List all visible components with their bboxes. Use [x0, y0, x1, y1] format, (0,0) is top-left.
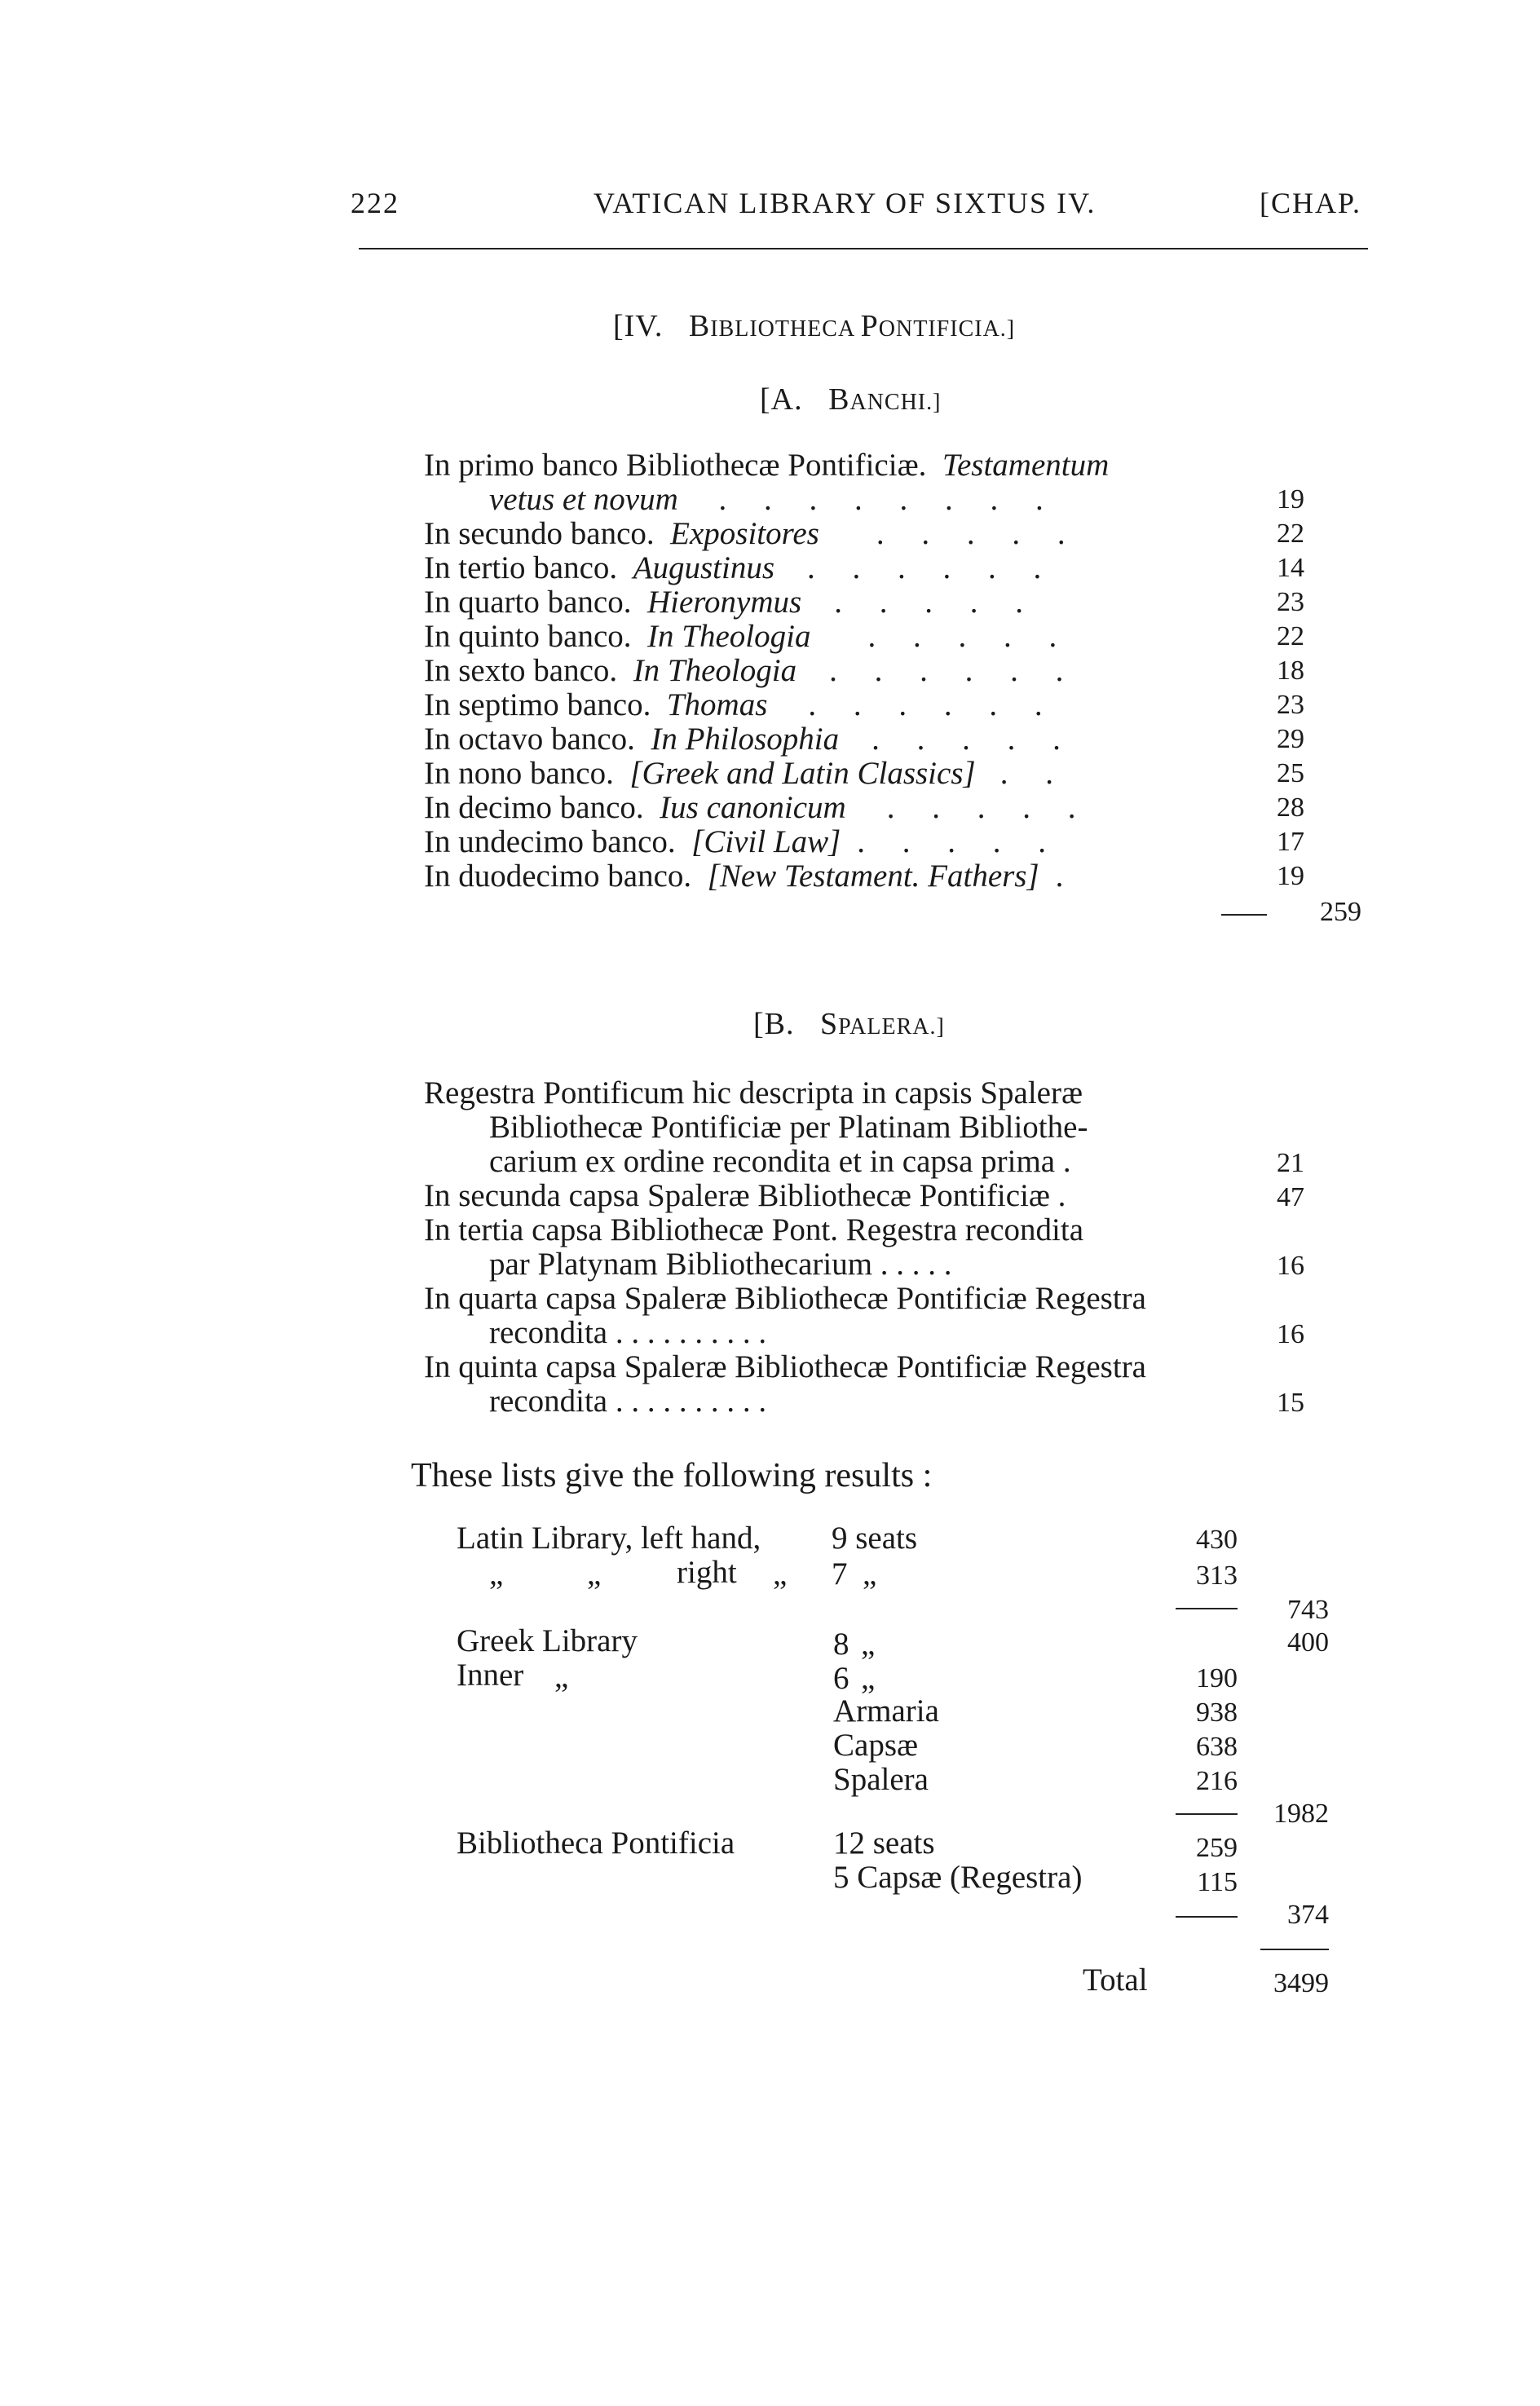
banchi-cap: B — [828, 382, 850, 417]
banchi-label: In secundo banco. — [424, 516, 655, 551]
section-iv-cap2: P — [860, 309, 879, 343]
total-label: Total — [1083, 1962, 1148, 1998]
pont-capsae-value: 115 — [1197, 1867, 1238, 1897]
banchi-count: 28 — [1277, 792, 1304, 823]
banchi-letter: [A. — [760, 382, 803, 417]
spalera-line: recondita . . . . . . . . . . — [489, 1315, 767, 1350]
leader-dots: . . . . . . — [829, 653, 1079, 688]
armaria-value: 938 — [1196, 1697, 1238, 1728]
banchi-title: [Greek and Latin Classics] — [629, 756, 976, 791]
ditto-mark: „ — [587, 1556, 602, 1591]
banchi-heading — [760, 382, 941, 417]
section-iv-rest2: ONTIFICIA.] — [878, 316, 1016, 342]
page-number: 222 — [351, 187, 399, 219]
pont-seats: 12 seats — [833, 1825, 935, 1861]
banchi-rest: ANCHI.] — [849, 390, 942, 415]
banchi-row-2 — [424, 515, 1080, 552]
banchi-title: Testamentum — [942, 448, 1110, 483]
banchi-title: Thomas — [666, 687, 768, 722]
leader-dots: . . . . . — [886, 790, 1091, 825]
spalera-value: 216 — [1196, 1766, 1238, 1796]
spalera-line: Bibliothecæ Pontificiæ per Platinam Bibliothe- — [489, 1110, 1088, 1145]
leader-dots: . . — [999, 756, 1068, 791]
ditto-mark: „ — [773, 1556, 788, 1591]
latin-right-seats: 7 — [832, 1556, 848, 1591]
sum-rule — [1221, 914, 1267, 916]
banchi-row-6 — [424, 652, 1078, 689]
capsae-label: Capsæ — [833, 1728, 919, 1763]
section-iv-number: [IV. — [613, 309, 664, 343]
spalera-count: 16 — [1277, 1319, 1304, 1349]
banchi-title: Expositores — [670, 516, 819, 551]
spalera-line: recondita . . . . . . . . . . — [489, 1384, 767, 1419]
greek-total: 400 — [1287, 1627, 1329, 1658]
leader-dots: . . . . . . — [808, 687, 1057, 722]
leader-dots: . . . . . — [871, 722, 1075, 757]
banchi-title: vetus et novum — [489, 482, 678, 517]
banchi-row-3 — [424, 550, 1056, 586]
latin-left-seats: 9 seats — [832, 1521, 918, 1556]
leader-dots: . . . . . . . . — [718, 482, 1058, 517]
sum-rule — [1176, 1608, 1238, 1609]
banchi-label: In nono banco. — [424, 756, 614, 791]
spalera-heading — [753, 1006, 945, 1042]
inner-label: Inner — [457, 1658, 524, 1693]
latin-left-value: 430 — [1196, 1525, 1238, 1555]
spalera-label: Spalera — [833, 1762, 929, 1797]
header-rule — [359, 248, 1368, 249]
banchi-title: Ius canonicum — [660, 790, 846, 825]
greek-seats: 8 — [833, 1627, 849, 1662]
leader-dots: . . . . . — [857, 824, 1061, 859]
spalera-count: 16 — [1277, 1251, 1304, 1281]
banchi-total: 259 — [1320, 897, 1361, 927]
ditto-mark: „ — [863, 1556, 877, 1591]
banchi-title: In Theologia — [647, 619, 811, 654]
banchi-count: 23 — [1277, 587, 1304, 617]
spalera-rest: PALERA.] — [838, 1014, 945, 1040]
ditto-mark: „ — [861, 1627, 876, 1662]
pont-label: Bibliotheca Pontificia — [457, 1825, 735, 1861]
banchi-label: In primo banco Bibliothecæ Pontificiæ. — [424, 448, 927, 483]
banchi-label: In quarto banco. — [424, 585, 632, 620]
spalera-count: 21 — [1277, 1148, 1304, 1178]
pont-seats-value: 259 — [1196, 1833, 1238, 1863]
inner-total: 1982 — [1273, 1799, 1329, 1829]
banchi-row-0 — [424, 447, 1109, 483]
banchi-row-10 — [424, 789, 1090, 826]
ditto-mark: „ — [489, 1556, 504, 1591]
banchi-row-7 — [424, 686, 1057, 723]
banchi-count: 29 — [1277, 724, 1304, 754]
ditto-mark: „ — [554, 1659, 569, 1694]
banchi-label: In octavo banco. — [424, 722, 635, 757]
banchi-count: 14 — [1277, 553, 1304, 583]
banchi-count: 22 — [1277, 621, 1304, 651]
spalera-line: carium ex ordine recondita et in capsa prima . — [489, 1144, 1071, 1179]
latin-right-value: 313 — [1196, 1561, 1238, 1591]
banchi-count: 23 — [1277, 690, 1304, 720]
banchi-row-5 — [424, 618, 1071, 655]
banchi-title: Hieronymus — [647, 585, 802, 620]
leader-dots: . . . . . . — [807, 550, 1057, 585]
banchi-row-1 — [489, 481, 1058, 518]
leader-dots: . . . . . — [867, 619, 1072, 654]
banchi-row-12 — [424, 858, 1078, 894]
banchi-label: In quinto banco. — [424, 619, 632, 654]
banchi-row-4 — [424, 584, 1038, 620]
banchi-row-11 — [424, 823, 1061, 860]
banchi-label: In undecimo banco. — [424, 824, 676, 859]
banchi-title: In Theologia — [633, 653, 797, 688]
banchi-count: 25 — [1277, 758, 1304, 788]
banchi-row-9 — [424, 755, 1068, 792]
leader-dots: . . . . . — [834, 585, 1038, 620]
running-title: VATICAN LIBRARY OF SIXTUS IV. — [593, 187, 1097, 219]
sum-rule — [1176, 1916, 1238, 1918]
banchi-count: 18 — [1277, 656, 1304, 686]
sum-rule — [1176, 1813, 1238, 1815]
greek-label: Greek Library — [457, 1623, 638, 1658]
banchi-count: 19 — [1277, 484, 1304, 514]
spalera-line: par Platynam Bibliothecarium . . . . . — [489, 1247, 952, 1282]
spalera-line: In quarta capsa Spaleræ Bibliothecæ Pontificiæ Regestra — [424, 1281, 1146, 1316]
leader-dots: . . . . . — [876, 516, 1080, 551]
ditto-mark: „ — [861, 1661, 876, 1696]
banchi-label: In sexto banco. — [424, 653, 618, 688]
armaria-label: Armaria — [833, 1693, 939, 1728]
right-label: right — [677, 1555, 737, 1590]
banchi-label: In decimo banco. — [424, 790, 644, 825]
total-rule — [1260, 1949, 1329, 1950]
section-iv-rest1: IBLIOTHECA — [710, 316, 861, 342]
summary-intro: These lists give the following results : — [411, 1457, 933, 1494]
spalera-count: 15 — [1277, 1388, 1304, 1418]
banchi-count: 19 — [1277, 861, 1304, 891]
banchi-count: 22 — [1277, 519, 1304, 549]
spalera-count: 47 — [1277, 1182, 1304, 1212]
banchi-label: In duodecimo banco. — [424, 859, 692, 894]
spalera-line: Regestra Pontificum hic descripta in capsis Spaleræ — [424, 1075, 1083, 1110]
latin-label: Latin Library, left hand, — [457, 1521, 761, 1556]
grand-total: 3499 — [1273, 1968, 1329, 1998]
chapter-marker: [CHAP. — [1260, 187, 1362, 219]
leader-dots: . — [1055, 859, 1079, 894]
inner-value: 190 — [1196, 1663, 1238, 1693]
latin-total: 743 — [1287, 1595, 1329, 1625]
banchi-title: Augustinus — [633, 550, 775, 585]
spalera-line: In secunda capsa Spaleræ Bibliothecæ Pontificiæ . — [424, 1178, 1066, 1213]
pont-total: 374 — [1287, 1900, 1329, 1930]
banchi-label: In septimo banco. — [424, 687, 651, 722]
spalera-letter: [B. — [753, 1007, 795, 1041]
spalera-line: In quinta capsa Spaleræ Bibliothecæ Pontificiæ Regestra — [424, 1349, 1146, 1384]
banchi-title: [Civil Law] — [691, 824, 841, 859]
banchi-count: 17 — [1277, 827, 1304, 857]
spalera-line: In tertia capsa Bibliothecæ Pont. Regestra recondita — [424, 1212, 1084, 1247]
banchi-title: In Philosophia — [651, 722, 840, 757]
capsae-value: 638 — [1196, 1732, 1238, 1762]
banchi-title: [New Testament. Fathers] — [707, 859, 1039, 894]
pont-capsae: 5 Capsæ (Regestra) — [833, 1860, 1083, 1895]
section-iv-heading — [613, 308, 1015, 344]
section-iv-cap1: B — [688, 309, 711, 343]
banchi-label: In tertio banco. — [424, 550, 618, 585]
inner-seats: 6 — [833, 1661, 849, 1696]
banchi-row-8 — [424, 721, 1075, 757]
spalera-cap: S — [820, 1007, 839, 1041]
